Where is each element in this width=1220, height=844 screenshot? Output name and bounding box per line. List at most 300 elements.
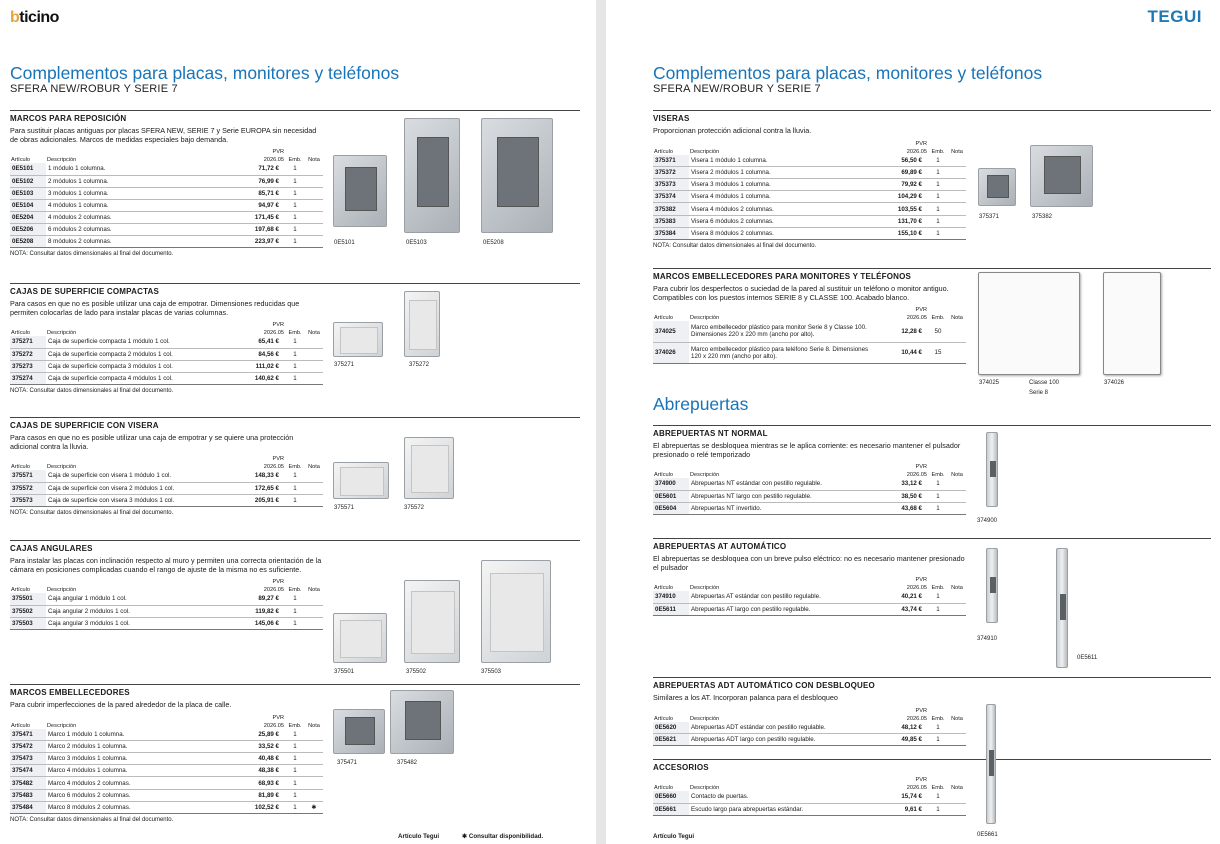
pvr-label: PVR <box>915 140 927 147</box>
col-emb: Emb. <box>288 330 302 337</box>
visor-box-image <box>333 462 389 499</box>
surface-box-image <box>404 291 440 357</box>
article-nota <box>305 729 323 741</box>
article-nota <box>948 490 966 502</box>
article-description: Abrepuertas ADT largo con pestillo regulable. <box>689 734 882 746</box>
article-nota <box>948 191 966 203</box>
table-row <box>10 470 323 482</box>
article-nota <box>305 187 323 199</box>
table-header <box>10 721 323 729</box>
section-description: El abrepuertas se desbloquea con un breve pulso eléctrico: no es necesario mantener presionado el pulsador <box>653 554 965 572</box>
article-nota <box>305 175 323 187</box>
article-price: 104,29 € <box>882 191 928 203</box>
article-description: Visera 8 módulos 2 columnas. <box>689 227 882 239</box>
article-nota <box>948 167 966 179</box>
article-price: 171,45 € <box>239 212 285 224</box>
section-title: CAJAS DE SUPERFICIE CON VISERA <box>10 421 159 430</box>
article-code: 375273 <box>10 360 46 372</box>
col-article: Artículo <box>654 715 673 722</box>
article-description: Marco 4 módulos 2 columnas. <box>46 777 239 789</box>
col-nota: Nota <box>308 722 320 729</box>
article-description: Caja de superficie compacta 1 módulo 1 col. <box>46 336 239 348</box>
article-nota <box>948 342 966 363</box>
article-nota <box>948 478 966 490</box>
table-header <box>653 714 966 722</box>
article-nota <box>305 348 323 360</box>
article-nota <box>948 227 966 239</box>
article-description: Caja de superficie con visera 3 módulos 1 col. <box>46 494 239 506</box>
article-price: 9,61 € <box>882 803 928 815</box>
article-emb: 15 <box>928 342 948 363</box>
article-description: Visera 6 módulos 2 columnas. <box>689 215 882 227</box>
article-description: Marco 6 módulos 2 columnas. <box>46 789 239 801</box>
table-row <box>653 591 966 603</box>
article-code: 375572 <box>10 482 46 494</box>
price-table <box>10 713 323 814</box>
article-emb: 1 <box>928 591 948 603</box>
article-emb: 1 <box>285 199 305 211</box>
article-price: 111,02 € <box>239 360 285 372</box>
section-title: CAJAS DE SUPERFICIE COMPACTAS <box>10 287 160 296</box>
table-header <box>653 313 966 321</box>
price-table <box>653 305 966 364</box>
article-code: 375501 <box>10 593 46 605</box>
footer-availability: ✱ Consultar disponibilidad. <box>462 833 544 840</box>
table-row <box>10 224 323 236</box>
col-pvr-date: 2026.05 <box>263 330 284 337</box>
article-emb: 1 <box>285 753 305 765</box>
price-table <box>653 775 966 816</box>
col-pvr-date: 2026.05 <box>906 785 927 791</box>
article-emb: 1 <box>928 490 948 502</box>
article-code: 375384 <box>653 227 689 239</box>
pvr-label: PVR <box>915 307 927 314</box>
col-pvr-date: 2026.05 <box>263 464 284 471</box>
section-title: ABREPUERTAS AT AUTOMÁTICO <box>653 542 787 551</box>
article-code: 375272 <box>10 348 46 360</box>
article-emb: 1 <box>285 729 305 741</box>
surface-box-image <box>333 322 383 357</box>
article-nota <box>948 179 966 191</box>
table-row <box>10 336 323 348</box>
article-emb: 1 <box>928 502 948 514</box>
article-code: 375502 <box>10 605 46 617</box>
table-row <box>653 191 966 203</box>
article-code: 0E5601 <box>653 490 689 502</box>
col-pvr-date: 2026.05 <box>906 585 927 592</box>
article-price: 43,68 € <box>882 502 928 514</box>
article-code: 0E5103 <box>10 187 46 199</box>
section-description: Proporcionan protección adicional contra la lluvia. <box>653 126 812 135</box>
article-nota <box>305 617 323 629</box>
table-header <box>653 147 966 155</box>
col-article: Artículo <box>654 315 673 322</box>
article-code: 375271 <box>10 336 46 348</box>
article-price: 85,71 € <box>239 187 285 199</box>
frame-image <box>404 118 460 233</box>
article-emb: 1 <box>285 224 305 236</box>
table-header <box>10 320 323 328</box>
col-article: Artículo <box>654 585 673 592</box>
article-nota <box>948 502 966 514</box>
article-nota <box>305 212 323 224</box>
article-emb: 1 <box>285 336 305 348</box>
article-description: Marco 8 módulos 2 columnas. <box>46 801 239 813</box>
article-emb: 1 <box>928 191 948 203</box>
article-emb: 1 <box>285 236 305 248</box>
table-row <box>653 722 966 734</box>
table-header <box>653 775 966 783</box>
col-nota: Nota <box>951 148 963 155</box>
article-code: 0E5101 <box>10 163 46 175</box>
article-description: Contacto de puertas. <box>689 791 882 803</box>
angular-box-image <box>333 613 387 663</box>
col-pvr-date: 2026.05 <box>263 722 284 729</box>
article-emb: 1 <box>285 482 305 494</box>
section-title: MARCOS PARA REPOSICIÓN <box>10 114 127 123</box>
phone-frame-image <box>1103 272 1161 375</box>
col-description: Descripción <box>47 157 77 164</box>
article-nota <box>948 155 966 167</box>
table-header <box>10 147 323 155</box>
visor-image <box>978 168 1016 206</box>
section-description: Para cubrir los desperfectos o suciedad de la pared al sustituir un teléfono o monitor antiguo. Compatibles con los puestos internos SERIE 8 y CLASSE 100. Acabado blanco. <box>653 284 949 302</box>
table-header <box>653 139 966 147</box>
article-nota <box>948 791 966 803</box>
article-code: 0E5620 <box>653 722 689 734</box>
door-opener-image <box>1056 548 1068 668</box>
article-price: 79,92 € <box>882 179 928 191</box>
article-description: Caja angular 3 módulos 1 col. <box>46 617 239 629</box>
dimensions-note: NOTA: Consultar datos dimensionales al final del documento. <box>10 816 174 823</box>
article-nota <box>305 470 323 482</box>
article-code: 0E5611 <box>653 603 689 615</box>
table-row <box>653 490 966 502</box>
table-header <box>10 155 323 163</box>
article-description: 2 módulos 1 columna. <box>46 175 239 187</box>
table-row <box>653 321 966 342</box>
section-description: Para sustituir placas antiguas por placas SFERA NEW, SERIE 7 y Serie EUROPA sin necesidad de obras adicionales. Marcos de medidas especiales bajo demanda. <box>10 126 317 144</box>
article-price: 33,52 € <box>239 741 285 753</box>
article-price: 43,74 € <box>882 603 928 615</box>
article-description: 3 módulos 1 columna. <box>46 187 239 199</box>
article-code: 0E5208 <box>10 236 46 248</box>
table-row <box>653 734 966 746</box>
article-code: 0E5661 <box>653 803 689 815</box>
article-emb: 1 <box>285 470 305 482</box>
pvr-label: PVR <box>272 579 284 586</box>
article-nota <box>948 803 966 815</box>
col-article: Artículo <box>654 785 673 791</box>
article-emb: 1 <box>928 603 948 615</box>
table-row <box>10 360 323 372</box>
table-header <box>653 706 966 714</box>
article-code: 375382 <box>653 203 689 215</box>
article-emb: 1 <box>928 215 948 227</box>
article-code: 375471 <box>10 729 46 741</box>
article-price: 12,28 € <box>882 321 928 342</box>
col-article: Artículo <box>654 472 673 479</box>
article-code: 0E5621 <box>653 734 689 746</box>
article-price: 40,48 € <box>239 753 285 765</box>
pvr-label: PVR <box>915 464 927 471</box>
table-row <box>653 155 966 167</box>
section-description: Para instalar las placas con inclinación respecto al muro y permiten una correcta orientación de la cámara en posiciones complicadas cuando el rango de ajuste de la misma no es suficiente. <box>10 556 322 574</box>
article-nota <box>948 591 966 603</box>
col-description: Descripción <box>690 785 720 791</box>
table-row <box>10 187 323 199</box>
article-nota <box>948 734 966 746</box>
article-description: Visera 1 módulo 1 columna. <box>689 155 882 167</box>
table-row <box>10 789 323 801</box>
article-code: 375371 <box>653 155 689 167</box>
table-header <box>10 328 323 336</box>
article-price: 48,38 € <box>239 765 285 777</box>
article-code: 0E5104 <box>10 199 46 211</box>
article-nota: ✱ <box>305 801 323 813</box>
pvr-label: PVR <box>272 456 284 463</box>
col-description: Descripción <box>47 330 77 337</box>
price-table <box>653 139 966 240</box>
section-description: Para cubrir imperfecciones de la pared alrededor de la placa de calle. <box>10 700 232 709</box>
table-row <box>653 342 966 363</box>
article-description: Visera 2 módulos 1 columna. <box>689 167 882 179</box>
legend-serie-8: Serie 8 <box>1029 390 1049 396</box>
col-emb: Emb. <box>931 715 945 722</box>
article-emb: 1 <box>285 175 305 187</box>
table-row <box>653 179 966 191</box>
article-nota <box>948 215 966 227</box>
table-header <box>10 454 323 462</box>
col-emb: Emb. <box>931 472 945 479</box>
section-marcos-embellecedores <box>10 684 580 823</box>
table-row <box>653 227 966 239</box>
col-pvr-date: 2026.05 <box>906 472 927 479</box>
article-emb: 1 <box>285 212 305 224</box>
article-description: Abrepuertas AT largo con pestillo regulable. <box>689 603 882 615</box>
pvr-label: PVR <box>915 777 927 783</box>
section-cajas-de-superficie-con-visera <box>10 417 580 516</box>
col-nota: Nota <box>308 464 320 471</box>
angular-box-image <box>481 560 551 663</box>
article-description: Caja angular 2 módulos 1 col. <box>46 605 239 617</box>
article-emb: 50 <box>928 321 948 342</box>
product-label: 0E5661 <box>977 832 998 838</box>
article-emb: 1 <box>285 163 305 175</box>
article-price: 103,55 € <box>882 203 928 215</box>
product-label: 375471 <box>337 760 358 766</box>
table-row <box>653 603 966 615</box>
footer-tegui: Artículo Tegui <box>398 833 440 840</box>
article-price: 223,97 € <box>239 236 285 248</box>
article-emb: 1 <box>285 605 305 617</box>
table-row <box>10 212 323 224</box>
article-code: 375474 <box>10 765 46 777</box>
col-article: Artículo <box>654 148 673 155</box>
col-article: Artículo <box>11 464 30 471</box>
article-emb: 1 <box>928 167 948 179</box>
col-pvr-date: 2026.05 <box>906 715 927 722</box>
article-price: 145,06 € <box>239 617 285 629</box>
article-price: 102,52 € <box>239 801 285 813</box>
article-emb: 1 <box>928 203 948 215</box>
article-emb: 1 <box>285 348 305 360</box>
col-emb: Emb. <box>288 722 302 729</box>
article-price: 81,89 € <box>239 789 285 801</box>
product-label: 375382 <box>1032 214 1053 220</box>
product-label: 0E5611 <box>1077 655 1098 661</box>
section-title: MARCOS EMBELLECEDORES <box>10 688 130 697</box>
article-code: 375483 <box>10 789 46 801</box>
article-code: 0E5206 <box>10 224 46 236</box>
decorative-frame-image <box>333 709 385 754</box>
table-row <box>653 215 966 227</box>
article-description: 1 módulo 1 columna. <box>46 163 239 175</box>
footer-tegui: Artículo Tegui <box>653 833 695 840</box>
article-price: 48,12 € <box>882 722 928 734</box>
article-description: Abrepuertas ADT estándar con pestillo regulable. <box>689 722 882 734</box>
article-description: Visera 4 módulos 1 columna. <box>689 191 882 203</box>
section-title: ABREPUERTAS ADT AUTOMÁTICO CON DESBLOQUEO <box>653 681 875 690</box>
table-header <box>653 783 966 791</box>
tegui-logo: TEGUI <box>1147 7 1202 26</box>
article-price: 84,56 € <box>239 348 285 360</box>
legend-classe-100: Classe 100 <box>1029 380 1060 386</box>
pvr-label: PVR <box>272 714 284 721</box>
article-nota <box>305 765 323 777</box>
col-nota: Nota <box>951 785 963 791</box>
table-header <box>653 305 966 313</box>
article-code: 375473 <box>10 753 46 765</box>
article-nota <box>305 741 323 753</box>
article-description: 8 módulos 2 columnas. <box>46 236 239 248</box>
article-price: 68,93 € <box>239 777 285 789</box>
price-table <box>10 147 323 248</box>
page-title: Complementos para placas, monitores y teléfonos <box>653 63 1043 83</box>
table-row <box>653 167 966 179</box>
article-nota <box>305 224 323 236</box>
article-price: 49,85 € <box>882 734 928 746</box>
table-row <box>653 478 966 490</box>
article-price: 40,21 € <box>882 591 928 603</box>
article-code: 375374 <box>653 191 689 203</box>
article-code: 375571 <box>10 470 46 482</box>
article-nota <box>305 163 323 175</box>
product-label: 375501 <box>334 669 355 675</box>
col-nota: Nota <box>951 315 963 322</box>
table-row <box>10 348 323 360</box>
product-label: 375482 <box>397 760 418 766</box>
table-row <box>10 741 323 753</box>
product-label: 0E5208 <box>483 240 504 246</box>
article-price: 89,27 € <box>239 593 285 605</box>
product-label: 375272 <box>409 362 430 368</box>
article-description: Marco embellecedor plástico para monitor Serie 8 y Classe 100. Dimensiones 220 x 220 mm (ancho por alto). <box>689 321 882 342</box>
article-nota <box>305 336 323 348</box>
article-nota <box>305 777 323 789</box>
article-price: 56,50 € <box>882 155 928 167</box>
frame-image <box>333 155 387 227</box>
col-article: Artículo <box>11 157 30 164</box>
article-price: 205,91 € <box>239 494 285 506</box>
page-subtitle: SFERA NEW/ROBUR Y SERIE 7 <box>653 83 821 95</box>
col-nota: Nota <box>308 157 320 164</box>
article-code: 0E5660 <box>653 791 689 803</box>
article-description: 4 módulos 2 columnas. <box>46 212 239 224</box>
article-emb: 1 <box>928 155 948 167</box>
col-nota: Nota <box>951 715 963 722</box>
monitor-frame-image <box>978 272 1080 375</box>
article-description: Visera 4 módulos 2 columnas. <box>689 203 882 215</box>
col-emb: Emb. <box>931 315 945 322</box>
article-description: Abrepuertas NT estándar con pestillo regulable. <box>689 478 882 490</box>
article-nota <box>305 593 323 605</box>
product-label: 375571 <box>334 505 355 511</box>
section-accesorios <box>653 759 1211 816</box>
table-row <box>10 494 323 506</box>
col-pvr-date: 2026.05 <box>263 587 284 594</box>
door-opener-image <box>986 704 996 824</box>
product-label: 375371 <box>979 214 1000 220</box>
right-page <box>606 0 1220 844</box>
article-nota <box>948 321 966 342</box>
article-description: Marco 4 módulos 1 columna. <box>46 765 239 777</box>
product-label: 374910 <box>977 636 998 642</box>
table-row <box>10 801 323 813</box>
article-code: 375472 <box>10 741 46 753</box>
col-emb: Emb. <box>931 785 945 791</box>
article-price: 10,44 € <box>882 342 928 363</box>
article-description: Abrepuertas AT estándar con pestillo regulable. <box>689 591 882 603</box>
price-table <box>10 454 323 507</box>
article-emb: 1 <box>928 734 948 746</box>
page-title: Complementos para placas, monitores y teléfonos <box>10 63 400 83</box>
price-table <box>653 462 966 515</box>
table-header <box>10 577 323 585</box>
article-code: 375482 <box>10 777 46 789</box>
table-header <box>653 462 966 470</box>
article-code: 375373 <box>653 179 689 191</box>
article-code: 0E5604 <box>653 502 689 514</box>
article-price: 131,70 € <box>882 215 928 227</box>
abrepuertas-title: Abrepuertas <box>653 394 749 414</box>
article-description: Marco 3 módulos 1 columna. <box>46 753 239 765</box>
section-viseras <box>653 110 1211 249</box>
door-opener-image <box>986 548 998 623</box>
col-article: Artículo <box>11 587 30 594</box>
article-price: 33,12 € <box>882 478 928 490</box>
product-label: 375503 <box>481 669 502 675</box>
article-code: 375573 <box>10 494 46 506</box>
col-description: Descripción <box>690 585 720 592</box>
col-emb: Emb. <box>931 585 945 592</box>
article-nota <box>305 753 323 765</box>
section-description: El abrepuertas se desbloquea mientras se le aplica corriente: es necesario mantener el pulsador presionado o relé temporizado <box>653 441 961 459</box>
article-emb: 1 <box>285 801 305 813</box>
product-label: 0E5101 <box>334 240 355 246</box>
col-article: Artículo <box>11 330 30 337</box>
article-code: 374026 <box>653 342 689 363</box>
article-price: 25,89 € <box>239 729 285 741</box>
article-nota <box>948 722 966 734</box>
article-nota <box>948 203 966 215</box>
dimensions-note: NOTA: Consultar datos dimensionales al final del documento. <box>10 251 174 258</box>
article-emb: 1 <box>928 179 948 191</box>
article-emb: 1 <box>928 791 948 803</box>
table-header <box>10 713 323 721</box>
article-code: 375274 <box>10 372 46 384</box>
col-description: Descripción <box>47 722 77 729</box>
